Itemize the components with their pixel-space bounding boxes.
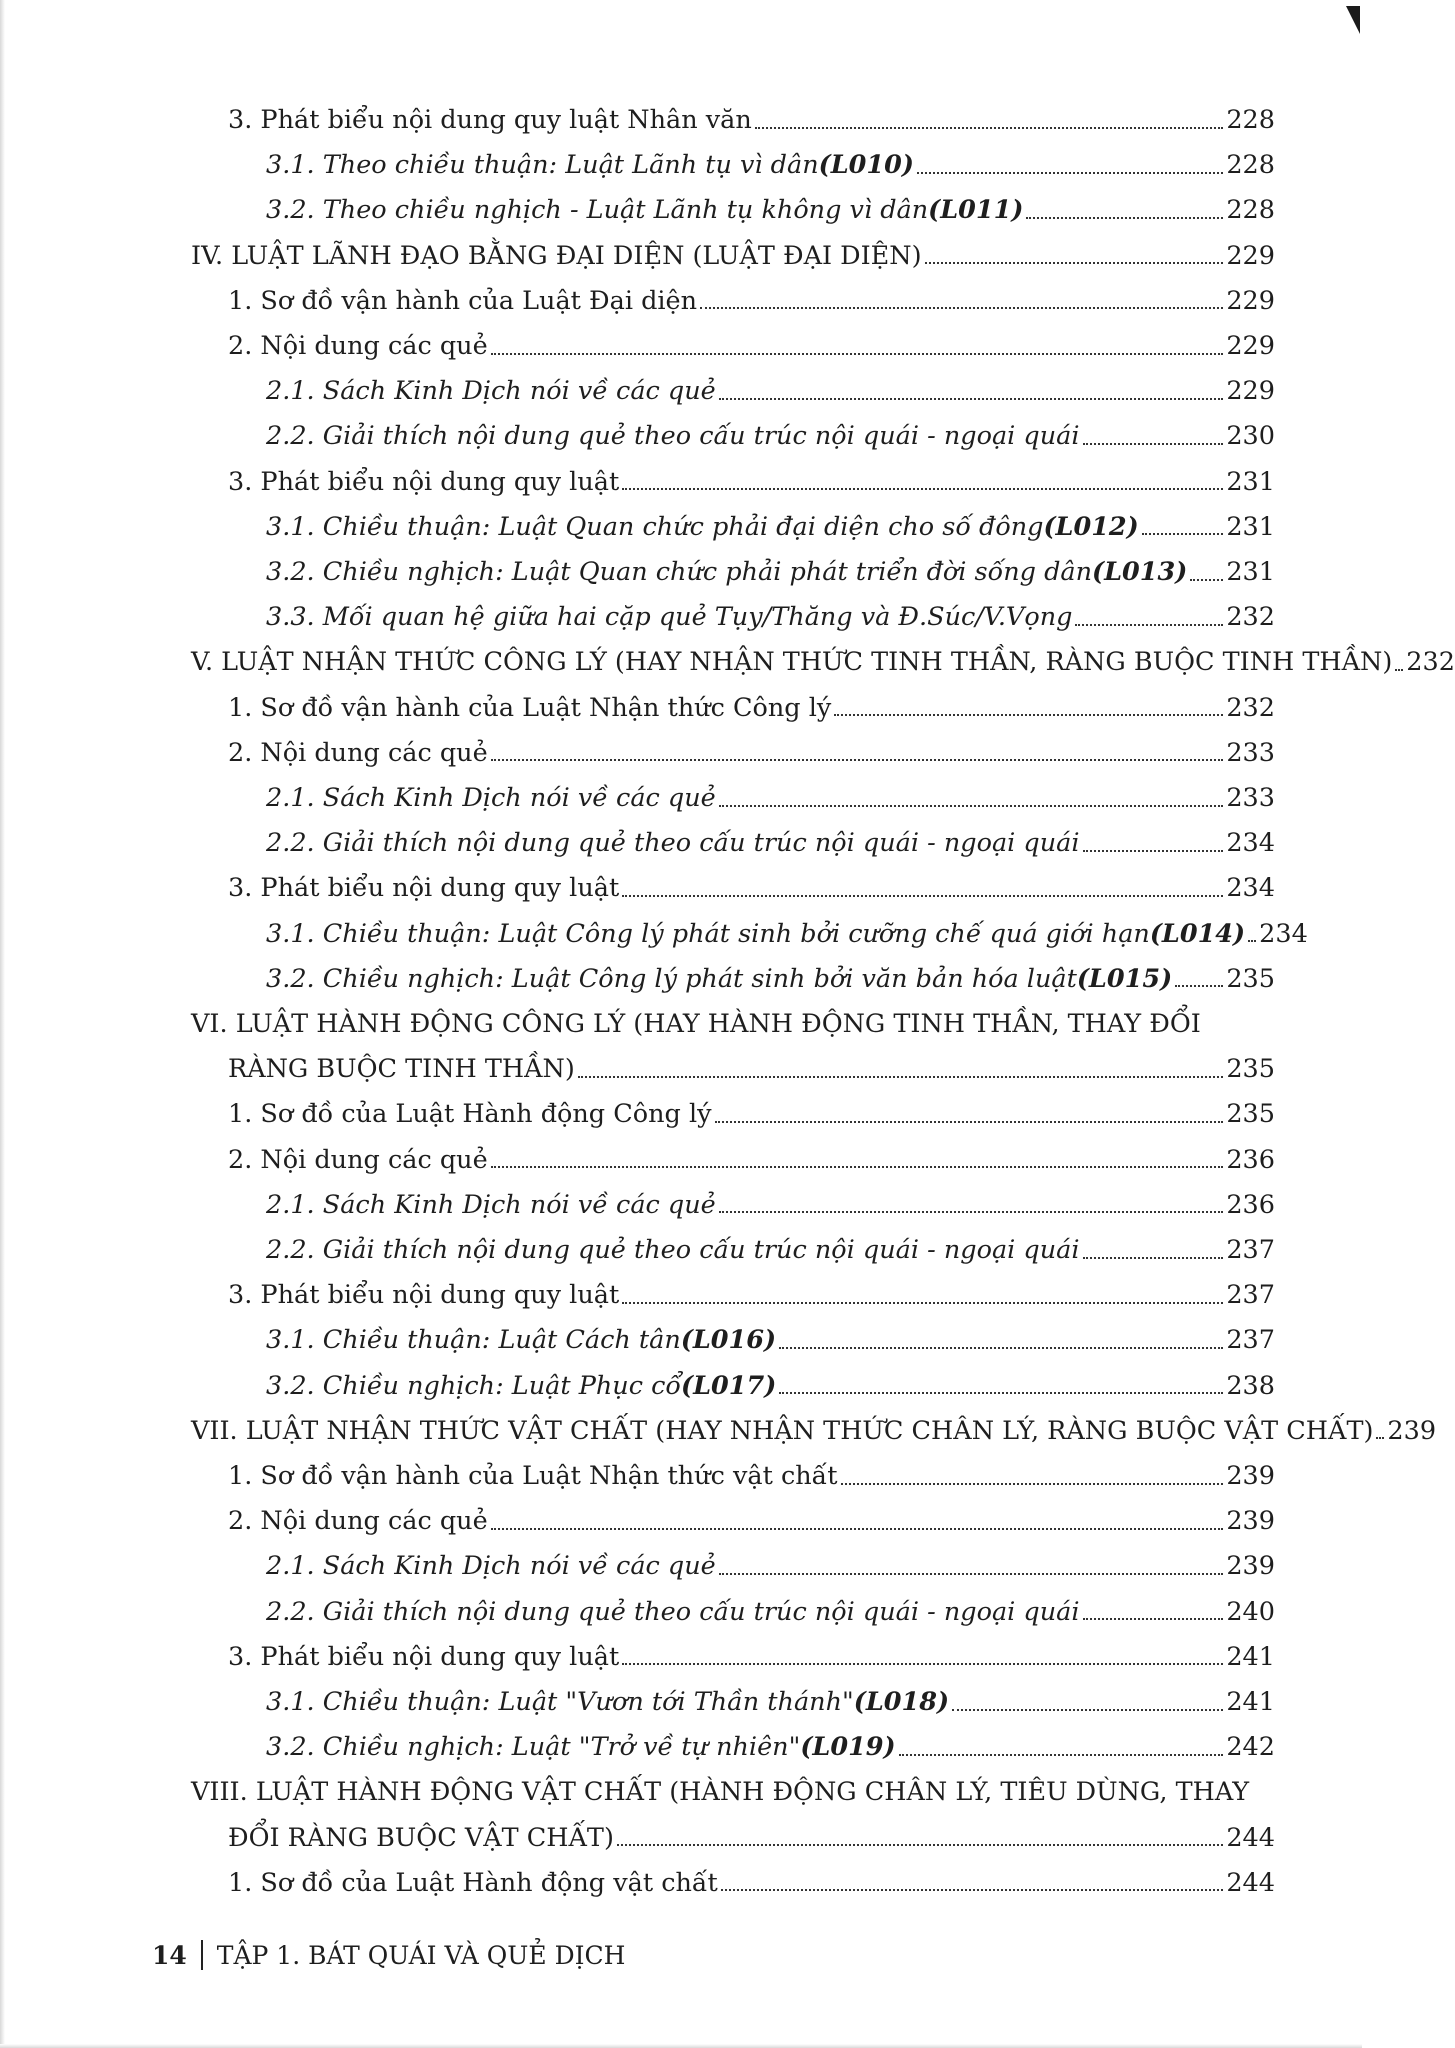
- dot-leader: [1083, 1617, 1224, 1620]
- toc-entry: [266, 1732, 1275, 1763]
- toc-entry-page: 238: [1226, 1370, 1275, 1401]
- toc-entry-page: 240: [1226, 1596, 1275, 1627]
- dot-leader: [779, 1346, 1223, 1349]
- dot-leader: [899, 1753, 1224, 1756]
- toc-entry-page: 230: [1226, 421, 1275, 452]
- toc-entry: [266, 828, 1275, 859]
- toc-entry-title: 3.2. Chiều nghịch: Luật Phục cổ: [266, 1370, 681, 1401]
- toc-entry-title: VIII. LUẬT HÀNH ĐỘNG VẬT CHẤT (HÀNH ĐỘNG CHÂN LÝ, TIÊU DÙNG, THAY: [191, 1777, 1250, 1808]
- toc-entry-title: 3.1. Chiều thuận: Luật Quan chức phải đại diện cho số đông: [266, 511, 1044, 542]
- toc-entry-page: 234: [1259, 918, 1308, 949]
- toc-entry-page: 233: [1226, 783, 1275, 813]
- toc-entry-page: 244: [1226, 1867, 1275, 1898]
- dot-leader: [925, 261, 1224, 264]
- toc-entry: [228, 1280, 1275, 1311]
- toc-entry: [228, 873, 1275, 904]
- toc-entry: [228, 737, 1275, 768]
- toc-entry-title: 2.2. Giải thích nội dung quẻ theo cấu trúc nội quái - ngoại quái: [266, 1235, 1080, 1265]
- page-footer: [152, 1940, 625, 1970]
- toc-entry: [266, 1596, 1275, 1627]
- dot-leader: [755, 126, 1224, 129]
- dot-leader: [617, 1843, 1223, 1846]
- toc-entry: [266, 1325, 1275, 1356]
- toc-entry-title: 3.2. Chiều nghịch: Luật Quan chức phải phát triển đời sống dân: [266, 557, 1093, 587]
- toc-entry-title: 3. Phát biểu nội dung quy luật: [228, 1280, 620, 1311]
- toc-entry-page: 235: [1226, 1054, 1275, 1085]
- toc-entry-title: 2.2. Giải thích nội dung quẻ theo cấu trúc nội quái - ngoại quái: [266, 421, 1080, 452]
- toc-entry-title: 3. Phát biểu nội dung quy luật: [228, 1641, 620, 1672]
- toc-entry-title: 1. Sơ đồ của Luật Hành động Công lý: [228, 1099, 712, 1130]
- dot-leader: [1083, 442, 1224, 445]
- dot-leader: [721, 1888, 1224, 1891]
- dot-leader: [917, 171, 1223, 174]
- toc-entry-title: 3.1. Chiều thuận: Luật "Vươn tới Thần thánh": [266, 1687, 854, 1717]
- toc-entry: [266, 1551, 1275, 1582]
- toc-entry-page: 228: [1226, 105, 1275, 135]
- toc-entry: [266, 1687, 1275, 1717]
- toc-entry-code: (L019): [800, 1732, 896, 1763]
- toc-entry: [228, 1144, 1275, 1175]
- toc-entry-title: 2.1. Sách Kinh Dịch nói về các quẻ: [266, 1189, 716, 1220]
- toc-entry-page: 236: [1226, 1189, 1275, 1220]
- dot-leader: [779, 1391, 1223, 1394]
- toc-entry-code: (L017): [681, 1370, 777, 1401]
- toc-entry: [228, 331, 1275, 361]
- toc-entry-title: 3. Phát biểu nội dung quy luật Nhân văn: [228, 105, 752, 135]
- toc-entry-title: VI. LUẬT HÀNH ĐỘNG CÔNG LÝ (HAY HÀNH ĐỘNG TINH THẦN, THAY ĐỔI: [191, 1009, 1201, 1039]
- toc-entry: [266, 195, 1275, 226]
- dot-leader: [1142, 532, 1224, 535]
- toc-entry-page: 228: [1226, 195, 1275, 226]
- toc-entry: [228, 1099, 1275, 1130]
- toc-entry: [266, 421, 1275, 452]
- toc-entry-title: 1. Sơ đồ vận hành của Luật Nhận thức Công lý: [228, 692, 832, 723]
- toc-entry: [228, 1506, 1275, 1537]
- toc-entry: [266, 511, 1275, 542]
- toc-entry: [266, 602, 1275, 633]
- toc-entry-page: 237: [1226, 1325, 1275, 1356]
- toc-entry: [191, 1009, 1275, 1039]
- toc-entry-title: 2.1. Sách Kinh Dịch nói về các quẻ: [266, 376, 716, 407]
- toc-entry: [191, 647, 1455, 678]
- toc-entry-page: 241: [1226, 1687, 1275, 1717]
- toc-entry-code: (L012): [1043, 511, 1139, 542]
- toc-entry-page: 239: [1387, 1415, 1437, 1446]
- dot-leader: [622, 894, 1223, 897]
- toc-entry-page: 242: [1226, 1732, 1275, 1763]
- toc-entry-title: 3. Phát biểu nội dung quy luật: [228, 873, 620, 904]
- toc-entry-title: VII. LUẬT NHẬN THỨC VẬT CHẤT (HAY NHẬN THỨC CHÂN LÝ, RÀNG BUỘC VẬT CHẤT): [191, 1415, 1374, 1446]
- page-number: 14: [152, 1940, 187, 1970]
- toc-entry: [228, 1822, 1275, 1853]
- toc-entry: [266, 1189, 1275, 1220]
- dot-leader: [841, 1482, 1224, 1485]
- toc-entry: [228, 1867, 1275, 1898]
- toc-entry-page: 232: [1226, 602, 1275, 633]
- dot-leader: [1190, 578, 1223, 581]
- toc-entry-title: 2.2. Giải thích nội dung quẻ theo cấu trúc nội quái - ngoại quái: [266, 1596, 1080, 1627]
- dot-leader: [952, 1708, 1223, 1711]
- toc-entry: [191, 1415, 1437, 1446]
- toc-entry: [228, 466, 1275, 497]
- toc-entry-page: 244: [1226, 1822, 1275, 1853]
- dot-leader: [491, 758, 1224, 761]
- toc-entry: [228, 1054, 1275, 1085]
- dot-leader: [622, 1301, 1223, 1304]
- toc-entry: [266, 557, 1275, 587]
- toc-entry-title: V. LUẬT NHẬN THỨC CÔNG LÝ (HAY NHẬN THỨC TINH THẦN, RÀNG BUỘC TINH THẦN): [191, 647, 1393, 678]
- toc-entry: [191, 240, 1275, 271]
- dot-leader: [1026, 216, 1223, 219]
- toc-entry: [228, 105, 1275, 135]
- dot-leader: [719, 397, 1224, 400]
- toc-entry: [266, 1370, 1275, 1401]
- toc-entry-title: 2.1. Sách Kinh Dịch nói về các quẻ: [266, 1551, 716, 1582]
- toc-entry-title: RÀNG BUỘC TINH THẦN): [228, 1054, 575, 1085]
- dot-leader: [1175, 984, 1223, 987]
- toc-entry-title: 2. Nội dung các quẻ: [228, 1144, 488, 1175]
- toc-entry-title: 2.1. Sách Kinh Dịch nói về các quẻ: [266, 783, 716, 813]
- toc-entry: [266, 1235, 1275, 1265]
- dot-leader: [622, 487, 1223, 490]
- dot-leader: [715, 1120, 1224, 1123]
- toc-entry-title: IV. LUẬT LÃNH ĐẠO BẰNG ĐẠI DIỆN (LUẬT ĐẠI DIỆN): [191, 240, 922, 271]
- toc-entry-title: 2. Nội dung các quẻ: [228, 737, 488, 768]
- toc-entry-page: 239: [1226, 1506, 1275, 1537]
- toc-entry-title: 1. Sơ đồ vận hành của Luật Đại diện: [228, 285, 698, 316]
- dot-leader: [1083, 1256, 1224, 1259]
- toc-entry-code: (L016): [680, 1325, 777, 1356]
- dot-leader: [719, 804, 1224, 807]
- toc-entry-code: (L018): [853, 1687, 950, 1717]
- toc-entry-title: 3.3. Mối quan hệ giữa hai cặp quẻ Tụy/Thăng và Đ.Súc/V.Vọng: [266, 602, 1073, 633]
- toc-entry-page: 228: [1226, 150, 1275, 181]
- toc-entry-page: 231: [1226, 466, 1275, 497]
- dot-leader: [622, 1662, 1223, 1665]
- toc-entry-page: 241: [1226, 1641, 1275, 1672]
- toc-entry-page: 234: [1226, 828, 1275, 859]
- toc-entry: [228, 1461, 1275, 1491]
- toc-entry-title: 1. Sơ đồ vận hành của Luật Nhận thức vật chất: [228, 1461, 838, 1491]
- dot-leader: [491, 1165, 1224, 1168]
- dot-leader: [1376, 1436, 1384, 1439]
- toc-entry-page: 232: [1406, 647, 1455, 678]
- toc-entry-code: (L015): [1076, 963, 1173, 994]
- toc-entry-page: 234: [1226, 873, 1275, 904]
- dot-leader: [1083, 849, 1224, 852]
- toc-entry-title: ĐỔI RÀNG BUỘC VẬT CHẤT): [228, 1822, 614, 1853]
- toc-entry-title: 3.1. Chiều thuận: Luật Công lý phát sinh bởi cưỡng chế quá giới hạn: [266, 918, 1150, 949]
- toc-entry: [228, 1641, 1275, 1672]
- dot-leader: [578, 1075, 1224, 1078]
- toc-entry-title: 3.2. Chiều nghịch: Luật "Trở về tự nhiên": [266, 1732, 801, 1763]
- toc-entry-title: 2. Nội dung các quẻ: [228, 331, 488, 361]
- dot-leader: [700, 306, 1223, 309]
- dot-leader: [1395, 668, 1403, 671]
- toc-entry: [266, 376, 1275, 407]
- dot-leader: [491, 1527, 1224, 1530]
- toc-entry-page: 229: [1226, 240, 1275, 271]
- toc-entry-page: 233: [1226, 737, 1275, 768]
- toc-entry: [191, 1777, 1275, 1808]
- toc-entry-page: 232: [1226, 692, 1275, 723]
- toc-entry-code: (L010): [818, 150, 914, 181]
- toc-entry-page: 231: [1226, 557, 1275, 587]
- toc-entry: [228, 692, 1275, 723]
- dot-leader: [834, 713, 1223, 716]
- toc-entry-code: (L011): [928, 195, 1024, 226]
- toc-entry-code: (L014): [1149, 918, 1246, 949]
- toc-entry-title: 1. Sơ đồ của Luật Hành động vật chất: [228, 1867, 718, 1898]
- toc-entry-page: 236: [1226, 1144, 1275, 1175]
- toc-entry-page: 235: [1226, 963, 1275, 994]
- dot-leader: [1248, 939, 1256, 942]
- toc-entry: [266, 150, 1275, 181]
- dot-leader: [719, 1210, 1224, 1213]
- dot-leader: [1075, 623, 1223, 626]
- toc-entry-title: 2. Nội dung các quẻ: [228, 1506, 488, 1537]
- toc-entry-page: 229: [1226, 285, 1275, 316]
- toc-entry-title: 3.1. Chiều thuận: Luật Cách tân: [266, 1325, 681, 1356]
- toc-entry-title: 3. Phát biểu nội dung quy luật: [228, 466, 620, 497]
- dot-leader: [491, 352, 1224, 355]
- page-bottom-edge: [0, 2044, 1362, 2048]
- toc-entry-page: 229: [1226, 331, 1275, 361]
- toc-entry-code: (L013): [1092, 557, 1188, 587]
- toc-entry-page: 237: [1226, 1235, 1275, 1265]
- toc-entry: [266, 783, 1275, 813]
- running-title: TẬP 1. BÁT QUÁI VÀ QUẺ DỊCH: [216, 1940, 626, 1970]
- toc-entry: [266, 963, 1275, 994]
- toc-entry-page: 231: [1226, 511, 1275, 542]
- toc-entry-page: 229: [1226, 376, 1275, 407]
- toc-entry-title: 3.2. Theo chiều nghịch - Luật Lãnh tụ không vì dân: [266, 195, 929, 226]
- toc-entry-page: 239: [1226, 1461, 1275, 1491]
- page-left-edge: [0, 0, 5, 2048]
- toc-entry-page: 237: [1226, 1280, 1275, 1311]
- toc-entry-page: 235: [1226, 1099, 1275, 1130]
- toc-entry-title: 3.1. Theo chiều thuận: Luật Lãnh tụ vì dân: [266, 150, 819, 181]
- toc-entry-title: 3.2. Chiều nghịch: Luật Công lý phát sinh bởi văn bản hóa luật: [266, 963, 1077, 994]
- corner-mark-icon: [1346, 6, 1360, 34]
- toc-entry-page: 239: [1226, 1551, 1275, 1582]
- toc-entry-title: 2.2. Giải thích nội dung quẻ theo cấu trúc nội quái - ngoại quái: [266, 828, 1080, 859]
- toc-entry: [228, 285, 1275, 316]
- dot-leader: [719, 1572, 1224, 1575]
- footer-divider: [201, 1940, 203, 1970]
- toc-entry: [266, 918, 1308, 949]
